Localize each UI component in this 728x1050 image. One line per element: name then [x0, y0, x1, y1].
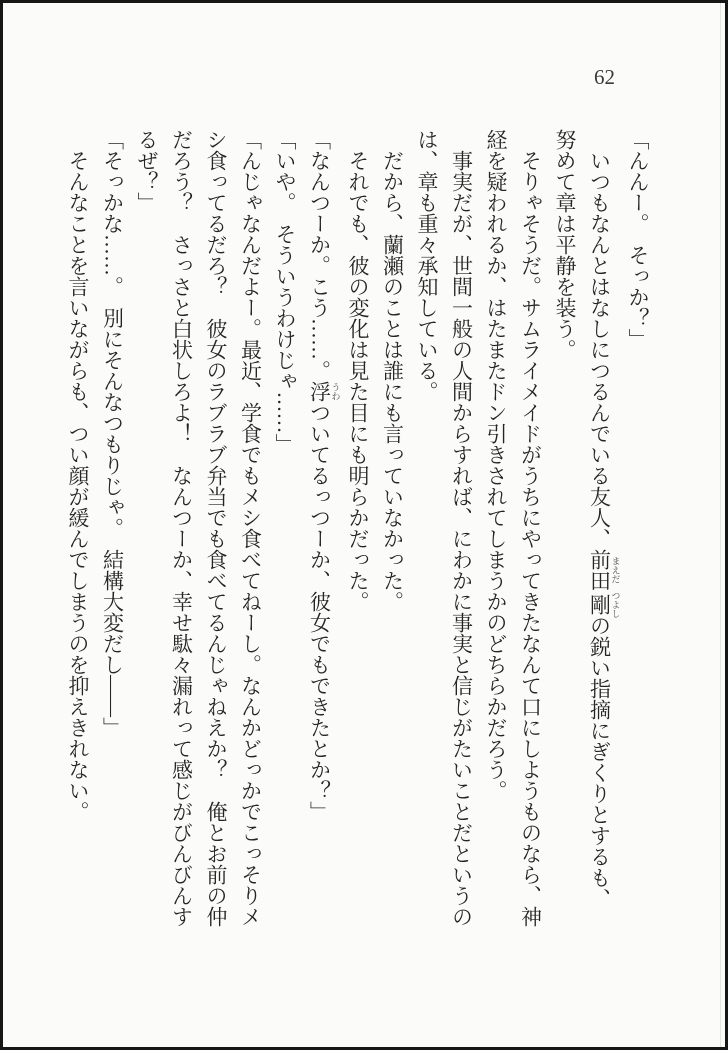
paragraph-dialogue: 「んじゃなんだよー。最近、学食でもメシ食べてねーし。なんかどっかでこっそりメシ食ってるだろ？ 彼女のラブラブ弁当でも食べてるんじゃねえか？ 俺とお前の仲だろう？ さっさと白状しろよ！ なんつーか、幸せ駄々漏れって感じがびんびんするぜ？」	[135, 129, 263, 927]
paragraph-narrative: いつもなんとはなしにつるんでいる友人、前田 まえだ剛 つよしの鋭い指摘にぎくりとするも、努めて章は平静を装う。	[553, 129, 621, 909]
paragraph-dialogue: 「んんー。 そっか？」	[626, 129, 650, 350]
page-number: 62	[594, 65, 615, 89]
paragraph-narrative: 事実だが、世間一般の人間からすれば、にわかに事実と信じがたいことだというのは、章も重々承知している。	[415, 129, 474, 927]
paragraph-dialogue: 「いや。 そういうわけじゃ……」	[273, 129, 297, 455]
furigana-ruby: 前田 まえだ	[587, 549, 621, 591]
furigana-ruby: 剛 つよし	[587, 591, 621, 618]
furigana-ruby: 浮 うわ	[307, 381, 341, 402]
paragraph-narrative: それでも、彼の変化は見た目にも明らかだった。	[346, 150, 370, 612]
paragraph-dialogue: 「そっかな……。 別にそんなつもりじゃ。 結構大変だし――」	[100, 129, 125, 738]
paragraph-narrative: そりゃそうだ。サムライメイドがうちにやってきたなんて口にしようものなら、神経を疑われるか、はたまたドン引きされてしまうかのどちらかだろう。	[484, 129, 543, 927]
text-body	[61, 129, 656, 929]
paragraph-narrative: そんなことを言いながらも、つい顔が緩んでしまうのを抑えきれない。	[66, 150, 90, 822]
paragraph-narrative: だから、蘭瀬のことは誰にも言っていなかった。	[380, 150, 405, 612]
paragraph-dialogue: 「なんつーか。こう……。浮 うわついてるっつーか、彼女でもできたとか？」	[307, 129, 341, 822]
